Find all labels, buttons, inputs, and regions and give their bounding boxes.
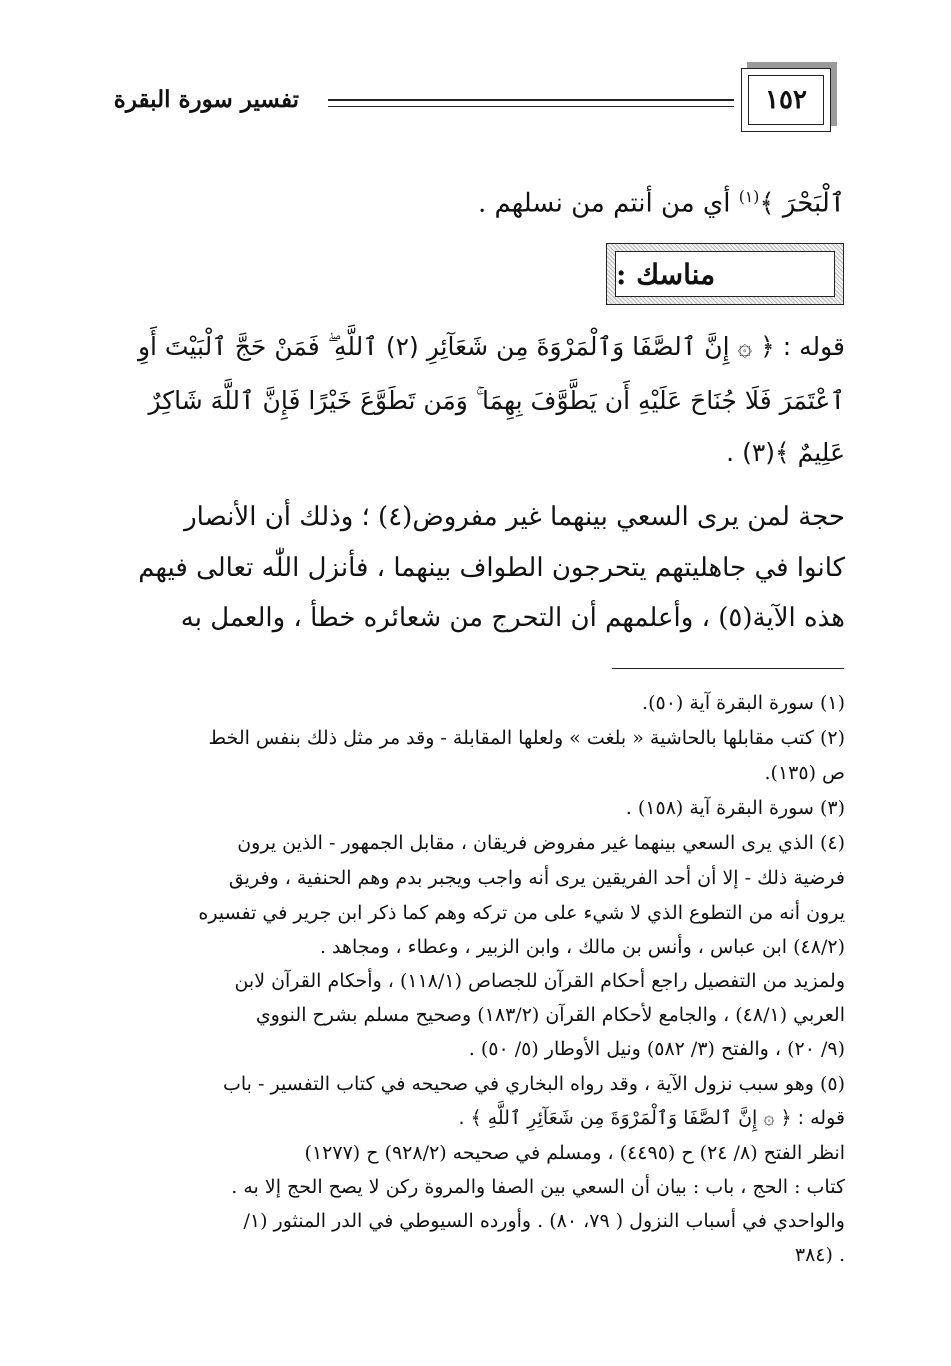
footnote-4-line-4: (٤٨/٢) ابن عباس ، وأنس بن مالك ، وابن الزبير ، وعطاء ، ومجاهد . — [319, 936, 845, 958]
footnote-4-line-5: ولمزيد من التفصيل راجع أحكام القرآن للجصاص (١١٨/١) ، وأحكام القرآن لابن — [234, 970, 845, 992]
header-rule — [328, 99, 734, 101]
footnote-5-line-1: (٥) وهو سبب نزول الآية ، وقد رواه البخاري في صحيحه في كتاب التفسير - باب — [223, 1073, 845, 1095]
footnote-1: (١) سورة البقرة آية (٥٠). — [642, 692, 845, 714]
footnote-4-line-2: فرضية ذلك - إلا أن أحد الفريقين يرى أنه واجب ويجبر بدم وهم الحنفية ، وفريق — [228, 867, 845, 889]
footnote-5-line-4: كتاب : الحج ، باب : بيان أن السعي بين الصفا والمروة ركن لا يصح الحج إلا به . — [231, 1176, 845, 1198]
paragraph-line-3: هذه الآية(٥) ، وأعلمهم أن التحرج من شعائره خطأ ، والعمل به — [180, 603, 845, 633]
footnote-5-line-3: انظر الفتح (٨/ ٢٤) ح (٤٤٩٥) ، ومسلم في صحيحه (٩٢٨/٢) ح (١٢٧٧) — [304, 1142, 845, 1164]
footnote-5-line-2: قوله : ﴿ ۞ إِنَّ ٱلصَّفَا وَٱلْمَرْوَةَ مِن شَعَآئِرِ ٱللَّهِ ﴾ . — [458, 1107, 845, 1129]
verse-line-2: ٱعْتَمَرَ فَلَا جُنَاحَ عَلَيْهِ أَن يَطَّوَّفَ بِهِمَا ۚ وَمَن تَطَوَّعَ خَيْرًا فَإِنَّ ٱللَّهَ شَاكِرٌ — [148, 386, 845, 415]
footnote-4-line-1: (٤) الذي يرى السعي بينهما غير مفروض فريقان ، مقابل الجمهور - الذين يرون — [237, 832, 845, 854]
intro-quran-word: ٱلْبَحْرَ ﴾ — [759, 188, 845, 219]
footnote-4-line-3: يرون أنه من التطوع الذي لا شيء على من تركه وهم كما ذكر ابن جرير في تفسيره — [198, 902, 845, 924]
intro-text: أي من أنتم من نسلهم . — [477, 188, 731, 219]
running-title: تفسير سورة البقرة — [113, 86, 299, 113]
verse-line-3: عَلِيمٌ ﴾(٣) . — [726, 438, 845, 467]
footnote-5-line-6: ٣٨٤) . — [794, 1244, 845, 1266]
verse-line-1: قوله : ﴿ ۞ إِنَّ ٱلصَّفَا وَٱلْمَرْوَةَ مِن شَعَآئِرِ (٢) ٱللَّهِ ۖ فَمَنْ حَجَّ ٱلْبَيْتَ أَوِ — [137, 332, 845, 361]
intro-line — [478, 188, 845, 219]
section-heading: مناسك : — [615, 251, 835, 297]
section-heading-box — [606, 243, 844, 305]
paragraph-line-1: حجة لمن يرى السعي بينهما غير مفروض(٤) ؛ وذلك أن الأنصار — [184, 502, 845, 532]
paragraph-line-2: كانوا في جاهليتهم يتحرجون الطواف بينهما ، فأنزل اللّٰه تعالى فيهم — [138, 553, 845, 583]
page-number-box — [741, 68, 831, 132]
footnote-separator — [612, 668, 844, 669]
header-rule-thin — [328, 106, 734, 107]
footnote-5-line-5: والواحدي في أسباب النزول ( ٧٩، ٨٠) . وأورده السيوطي في الدر المنثور (١/ — [243, 1210, 845, 1232]
footnote-4-line-6: العربي (٤٨/١) ، والجامع لأحكام القرآن (١٨٣/٢) وصحيح مسلم بشرح النووي — [255, 1004, 845, 1026]
page-number: ١٥٢ — [748, 75, 824, 125]
footnote-2-line-2: ص (١٣٥). — [764, 762, 845, 784]
footnote-4-line-7: (٩/ ٢٠) ، والفتح (٣/ ٥٨٢) ونيل الأوطار (٥/ ٥٠) . — [468, 1038, 845, 1060]
footnote-3: (٣) سورة البقرة آية (١٥٨) . — [625, 797, 845, 819]
footnote-2-line-1: (٢) كتب مقابلها بالحاشية « بلغت » ولعلها المقابلة - وقد مر مثل ذلك بنفس الخط — [208, 727, 845, 749]
footnote-ref-1: (١) — [738, 188, 760, 206]
